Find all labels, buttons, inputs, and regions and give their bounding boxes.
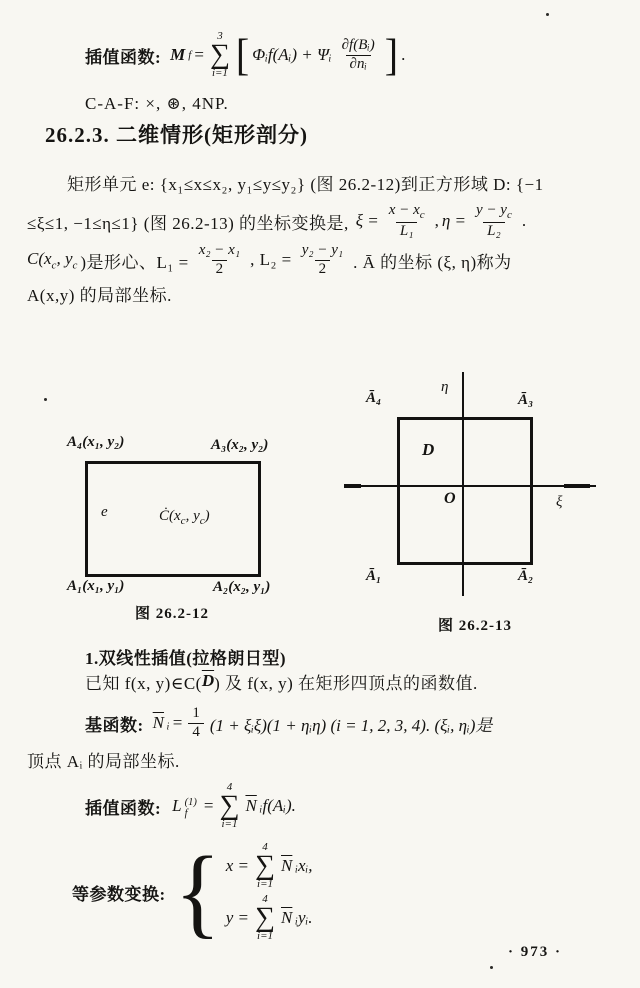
element-label-e: e xyxy=(101,504,108,520)
period: . xyxy=(521,211,527,230)
vertex-label-a2-bar: Ā₂ xyxy=(518,568,534,584)
vertex-label-a4: A₄(x₁, y₂) xyxy=(67,434,125,450)
known-text-2: ) 及 f(x, y) 在矩形四顶点的函数值. xyxy=(214,673,478,693)
d-bar: $\overline{D}$ xyxy=(201,671,215,690)
fraction-l2-num: y₂ − y₁ xyxy=(301,242,344,259)
formula-interpolation-m xyxy=(85,26,405,84)
subsection-heading: 1.双线性插值(拉格朗日型) xyxy=(85,649,287,668)
fraction-xi xyxy=(385,202,429,240)
var-m-sub: f xyxy=(188,49,192,61)
summation-symbol xyxy=(219,782,239,830)
fraction-l1-num: x₂ − x₁ xyxy=(198,242,241,259)
xi-axis-left-end xyxy=(344,484,361,488)
fraction-quarter-num: 1 xyxy=(192,705,200,722)
equation-column xyxy=(226,842,313,942)
fraction-l2-den: 2 xyxy=(315,260,331,278)
right-bracket: ] xyxy=(384,29,399,80)
fraction-l1-den: 2 xyxy=(212,260,228,278)
known-text-1: 已知 f(x, y)∈C( xyxy=(85,673,202,693)
sigma-glyph: ∑ xyxy=(219,790,240,822)
iso-label: 等参数变换: xyxy=(72,884,166,904)
sum-lower-limit: i=1 xyxy=(257,929,273,942)
left-bracket: [ xyxy=(235,29,250,80)
fraction-quarter-den: 4 xyxy=(188,723,204,741)
para-line-3-text-2: , L₂ = xyxy=(250,250,292,269)
comma: , xyxy=(434,211,439,230)
scan-speck xyxy=(546,13,549,16)
eta-equals: η = xyxy=(441,211,467,230)
sigma-glyph: ∑ xyxy=(209,39,230,71)
para-line-4: A(x,y) 的局部坐标. xyxy=(27,286,172,305)
fraction-xi-num: $x - x_c$ xyxy=(388,202,425,222)
summation-symbol xyxy=(255,842,275,890)
equals-sign: = xyxy=(194,45,204,64)
vertex-label-a3-bar: Ā₃ xyxy=(518,392,534,408)
para-line-1: 矩形单元 e: {x₁≤x≤x₂, y₁≤y≤y₂} (图 26.2-12)到正方形域 D: {−1 xyxy=(67,175,544,194)
eta-axis-label: η xyxy=(441,379,449,395)
n-bar: $\overline{N}$ xyxy=(152,713,165,732)
summation-symbol xyxy=(255,894,275,942)
n-sub: ᵢ xyxy=(167,713,170,732)
sigma-glyph: ∑ xyxy=(255,850,275,882)
centroid-label: $Ċ(x_c$, $y_c$) xyxy=(159,508,210,527)
origin-label: O xyxy=(444,490,456,507)
sum-lower-limit: i=1 xyxy=(221,817,238,830)
xi-axis-label: ξ xyxy=(556,494,563,510)
page-number: · 973 · xyxy=(508,944,563,960)
iso-equation-y xyxy=(226,894,313,942)
period: . xyxy=(401,45,406,64)
scan-speck xyxy=(490,966,493,969)
equals-sign: = xyxy=(172,713,183,732)
square-domain xyxy=(397,417,533,565)
fraction-eta-den: L₂ xyxy=(483,222,505,240)
term-phi-psi: Φᵢf(Aᵢ) + Ψᵢ xyxy=(252,45,332,64)
n-bar: $\overline{N}$ xyxy=(281,907,293,927)
var-m: M xyxy=(170,45,186,64)
n-bar: $\overline{N}$ xyxy=(245,796,257,815)
caf-line: C-A-F: ×, ⊛, 4NP. xyxy=(85,94,229,113)
vertex-label-a1: A₁(x₁, y₁) xyxy=(67,578,125,594)
iso-equation-x xyxy=(226,842,313,890)
sum-lower-limit: i=1 xyxy=(211,66,228,79)
fraction-eta-num: $y - y_c$ xyxy=(476,202,512,222)
vertex-label-a1-bar: Ā₁ xyxy=(366,568,382,584)
fraction-partial xyxy=(338,37,379,73)
basis-body: (1 + ξᵢξ)(1 + ηᵢη) (i = 1, 2, 3, 4). (ξᵢ, ηᵢ)是 xyxy=(209,715,493,735)
sum-upper-limit: 4 xyxy=(226,781,233,794)
formula-label: 插值函数: xyxy=(85,798,162,818)
xi-equals: ξ = xyxy=(355,211,379,230)
y-equals: y = xyxy=(225,907,250,927)
vertex-label-a2: A₂(x₂, y₁) xyxy=(213,579,271,595)
isoparametric-block xyxy=(72,835,313,948)
sum-upper-limit: 4 xyxy=(262,893,268,905)
l-sup-sub: (1) f xyxy=(184,796,197,819)
var-l: L xyxy=(172,796,182,815)
fraction-denominator: ∂nᵢ xyxy=(346,55,371,73)
system-brace: { xyxy=(174,835,221,948)
basis-label: 基函数: xyxy=(85,715,144,735)
para-line-2-text: ≤ξ≤1, −1≤η≤1} (图 26.2-13) 的坐标变换是, xyxy=(27,213,349,233)
fraction-eta xyxy=(472,202,516,240)
sum-upper-limit: 4 xyxy=(262,841,268,854)
figure-caption: 图 26.2-12 xyxy=(135,606,209,622)
fraction-l2 xyxy=(298,242,347,278)
para-line-3-text-1: )是形心、L₁ = xyxy=(80,252,189,272)
n-bar: $\overline{N}$ xyxy=(281,856,293,876)
figure-caption: 图 26.2-13 xyxy=(438,618,512,634)
para-line-2 xyxy=(27,199,526,243)
section-heading: 26.2.3. 二维情形(矩形剖分) xyxy=(45,123,308,147)
centroid-c: $C(x_c$, $y_c$ xyxy=(27,248,78,272)
l-sum-body: ᵢf(Aᵢ). xyxy=(259,796,296,815)
basis-function-line xyxy=(85,700,492,746)
x-equals: x = xyxy=(225,856,250,876)
sum-lower-limit: i=1 xyxy=(257,878,273,890)
equals-sign: = xyxy=(203,796,214,815)
formula-label: 插值函数: xyxy=(85,47,162,67)
figure-26-2-12 xyxy=(55,432,345,632)
vertex-label-a3: A₃(x₂, y₂) xyxy=(211,437,269,453)
summation-symbol xyxy=(210,31,230,79)
x-sum-body: ᵢxᵢ, xyxy=(295,856,313,876)
figure-26-2-13 xyxy=(340,372,640,638)
scan-speck xyxy=(44,398,47,401)
basis-line-2: 顶点 Aᵢ 的局部坐标. xyxy=(27,752,180,771)
xi-axis-right-end xyxy=(564,484,590,488)
para-line-3-text-3: . Ā 的坐标 (ξ, η)称为 xyxy=(353,252,512,272)
fraction-numerator: ∂f(Bᵢ) xyxy=(341,37,375,54)
known-line xyxy=(85,668,478,694)
fraction-quarter xyxy=(188,705,204,741)
vertex-label-a4-bar: Ā₄ xyxy=(366,390,382,406)
y-sum-body: ᵢyᵢ. xyxy=(295,907,313,927)
fraction-xi-den: L₁ xyxy=(396,222,418,240)
domain-label-d: D xyxy=(422,440,435,459)
para-line-3 xyxy=(27,238,512,282)
fraction-l1 xyxy=(195,242,244,278)
formula-interpolation-l xyxy=(85,778,296,834)
sum-upper-limit: 3 xyxy=(217,30,223,43)
sigma-glyph: ∑ xyxy=(255,902,275,933)
